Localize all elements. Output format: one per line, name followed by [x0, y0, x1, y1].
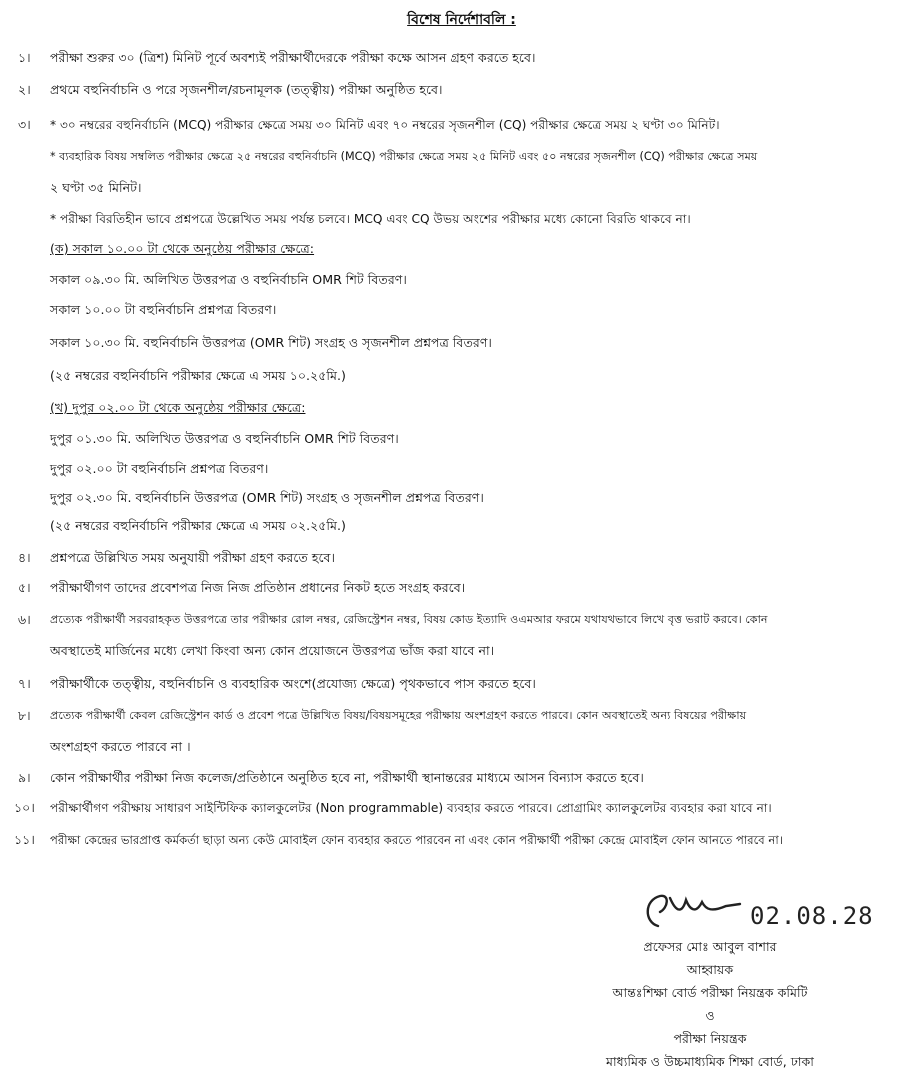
item-3-afternoon-heading: (খ) দুপুর ০২.০০ টা থেকে অনুষ্ঠেয় পরীক্ষার ক্ষেত্রে: — [50, 400, 306, 415]
signatory-and: ও — [705, 1008, 715, 1023]
signatory-designation: পরীক্ষা নিয়ন্ত্রক — [673, 1031, 747, 1046]
item-3-line-1: * ৩০ নম্বরের বহুনির্বাচনি (MCQ) পরীক্ষার ক্ষেত্রে সময় ৩০ মিনিট এবং ৭০ নম্বরের সৃজনশীল (CQ) পরীক্ষার ক্ষেত্রে সময় ২ ঘণ্টা ৩০ মিনিট। — [50, 118, 720, 132]
signatory-name: প্রফেসর মোঃ আবুল বাশার — [643, 939, 777, 954]
page-title — [0, 8, 923, 32]
signatory-block — [560, 935, 860, 1073]
item-10-number: ১০। — [14, 800, 35, 815]
item-9-number: ৯। — [18, 770, 31, 785]
item-5-line-1: পরীক্ষার্থীগণ তাদের প্রবেশপত্র নিজ নিজ প্রতিষ্ঠান প্রধানের নিকট হতে সংগ্রহ করবে। — [50, 580, 466, 595]
item-8-number: ৮। — [18, 708, 31, 723]
item-3-line-8: সকাল ১০.৩০ মি. বহুনির্বাচনি উত্তরপত্র (OMR শিট) সংগ্রহ ও সৃজনশীল প্রশ্নপত্র বিতরণ। — [50, 335, 492, 350]
page-title-text: বিশেষ নির্দেশাবলি : — [407, 12, 516, 28]
item-3-line-12: দুপুর ০২.০০ টা বহুনির্বাচনি প্রশ্নপত্র বিতরণ। — [50, 461, 269, 476]
item-2-line-1: প্রথমে বহুনির্বাচনি ও পরে সৃজনশীল/রচনামূলক (তত্ত্বীয়) পরীক্ষা অনুষ্ঠিত হবে। — [50, 82, 443, 97]
item-3-number: ৩। — [18, 117, 31, 132]
item-7-line-1: পরীক্ষার্থীকে তত্ত্বীয়, বহুনির্বাচনি ও ব্যবহারিক অংশে(প্রযোজ্য ক্ষেত্রে) পৃথকভাবে পাস করতে হবে। — [50, 676, 536, 691]
item-3-morning-heading: (ক) সকাল ১০.০০ টা থেকে অনুষ্ঠেয় পরীক্ষার ক্ষেত্রে: — [50, 241, 315, 256]
item-1-line-1: পরীক্ষা শুরুর ৩০ (ত্রিশ) মিনিট পূর্বে অবশ্যই পরীক্ষার্থীদেরকে পরীক্ষা কক্ষে আসন গ্রহণ করতে হবে। — [50, 50, 536, 65]
item-6-line-2: অবস্থাতেই মার্জিনের মধ্যে লেখা কিংবা অন্য কোন প্রয়োজনে উত্তরপত্র ভাঁজ করা যাবে না। — [50, 643, 495, 658]
item-3-line-11: দুপুর ০১.৩০ মি. অলিখিত উত্তরপত্র ও বহুনির্বাচনি OMR শিট বিতরণ। — [50, 431, 399, 446]
item-11-number: ১১। — [14, 832, 35, 847]
item-6-number: ৬। — [18, 612, 31, 627]
signatory-committee: আন্তঃশিক্ষা বোর্ড পরীক্ষা নিয়ন্ত্রক কমিটি — [612, 985, 808, 1000]
item-3-line-14: (২৫ নম্বরের বহুনির্বাচনি পরীক্ষার ক্ষেত্রে এ সময় ০২.২৫মি.) — [50, 518, 346, 533]
item-5-number: ৫। — [18, 580, 31, 595]
item-11-line-1: পরীক্ষা কেন্দ্রের ভারপ্রাপ্ত কর্মকর্তা ছাড়া অন্য কেউ মোবাইল ফোন ব্যবহার করতে পারবেন না এবং কোন পরীক্ষার্থী পরীক্ষা কেন্দ্রে মোবাইল ফোন আনতে পারবে না। — [50, 833, 783, 847]
item-4-number: ৪। — [18, 550, 31, 565]
item-10-line-1: পরীক্ষার্থীগণ পরীক্ষায় সাধারণ সাইন্টিফিক ক্যালকুলেটর (Non programmable) ব্যবহার করতে পারবে। প্রোগ্রামিং ক্যালকুলেটর ব্যবহার করা যাবে না। — [50, 801, 772, 815]
signatory-board: মাধ্যমিক ও উচ্চমাধ্যমিক শিক্ষা বোর্ড, ঢাকা — [606, 1054, 814, 1069]
item-8-line-2: অংশগ্রহণ করতে পারবে না । — [50, 739, 191, 754]
signature-date: 02.08.28 — [750, 902, 874, 930]
item-4-line-1: প্রশ্নপত্রে উল্লিখিত সময় অনুযায়ী পরীক্ষা গ্রহণ করতে হবে। — [50, 550, 336, 565]
item-3-line-13: দুপুর ০২.৩০ মি. বহুনির্বাচনি উত্তরপত্র (OMR শিট) সংগ্রহ ও সৃজনশীল প্রশ্নপত্র বিতরণ। — [50, 490, 484, 505]
item-1-number: ১। — [18, 50, 31, 65]
item-3-line-3: ২ ঘণ্টা ৩৫ মিনিট। — [50, 180, 142, 195]
item-3-line-7: সকাল ১০.০০ টা বহুনির্বাচনি প্রশ্নপত্র বিতরণ। — [50, 302, 277, 317]
item-6-line-1: প্রত্যেক পরীক্ষার্থী সরবরাহকৃত উত্তরপত্রে তার পরীক্ষার রোল নম্বর, রেজিস্ট্রেশন নম্বর, বিষয় কোড ইত্যাদি ওএমআর ফরমে যথাযথভাবে লিখে বৃত্ত ভরাট করবে। কোন — [50, 613, 768, 626]
item-2-number: ২। — [18, 82, 31, 97]
item-3-line-4: * পরীক্ষা বিরতিহীন ভাবে প্রশ্নপত্রে উল্লেখিত সময় পর্যন্ত চলবে। MCQ এবং CQ উভয় অংশের পরীক্ষার মধ্যে কোনো বিরতি থাকবে না। — [50, 212, 691, 226]
signatory-role: আহ্বায়ক — [686, 962, 734, 977]
item-8-line-1: প্রত্যেক পরীক্ষার্থী কেবল রেজিস্ট্রেশন কার্ড ও প্রবেশ পত্রে উল্লিখিত বিষয়/বিষয়সমূহের পরীক্ষায় অংশগ্রহণ করতে পারবে। কোন অবস্থাতেই অন্য বিষয়ের পরীক্ষায় — [50, 709, 747, 722]
item-7-number: ৭। — [18, 676, 31, 691]
item-3-line-9: (২৫ নম্বরের বহুনির্বাচনি পরীক্ষার ক্ষেত্রে এ সময় ১০.২৫মি.) — [50, 368, 346, 383]
item-3-line-2: * ব্যবহারিক বিষয় সম্বলিত পরীক্ষার ক্ষেত্রে ২৫ নম্বরের বহুনির্বাচনি (MCQ) পরীক্ষার ক্ষেত্রে সময় ২৫ মিনিট এবং ৫০ নম্বরের সৃজনশীল (CQ) পরীক্ষার ক্ষেত্রে সময় — [50, 150, 758, 163]
item-9-line-1: কোন পরীক্ষার্থীর পরীক্ষা নিজ কলেজ/প্রতিষ্ঠানে অনুষ্ঠিত হবে না, পরীক্ষার্থী স্থানান্তরের মাধ্যমে আসন বিন্যাস করতে হবে। — [50, 770, 644, 785]
item-3-line-6: সকাল ০৯.৩০ মি. অলিখিত উত্তরপত্র ও বহুনির্বাচনি OMR শিট বিতরণ। — [50, 272, 407, 287]
